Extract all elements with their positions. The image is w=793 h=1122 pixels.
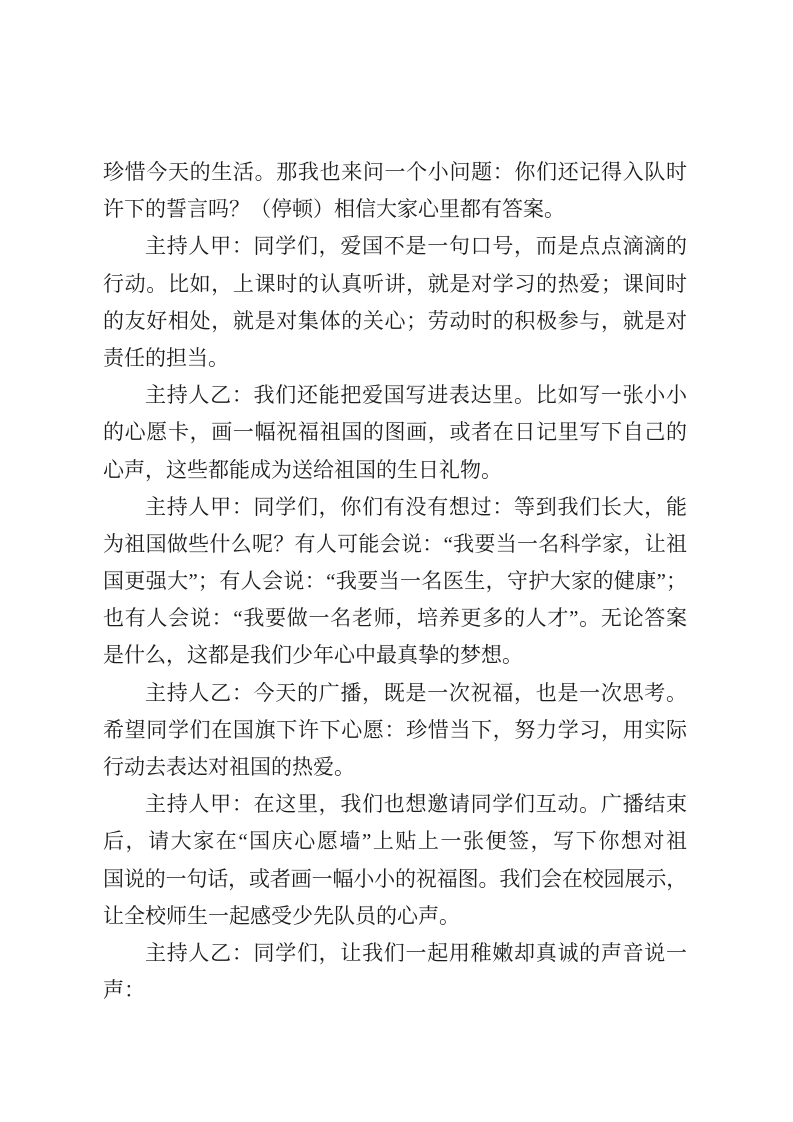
text-line: 主持人乙：我们还能把爱国写进表达里。比如写一张小小 — [145, 383, 687, 408]
text-line: 主持人乙：今天的广播，既是一次祝福，也是一次思考。 — [145, 680, 687, 705]
document-text — [103, 154, 687, 1009]
text-line: 国更强大”；有人会说：“我要当一名医生，守护大家的健康”； — [103, 569, 687, 594]
text-line: 为祖国做些什么呢？有人可能会说：“我要当一名科学家，让祖 — [103, 531, 687, 556]
paragraph — [103, 675, 687, 787]
text-line: 珍惜今天的生活。那我也来问一个小问题：你们还记得入队时 — [103, 160, 687, 184]
text-line: 责任的担当。 — [103, 345, 229, 370]
text-line: 主持人甲：在这里，我们也想邀请同学们互动。广播结束 — [145, 792, 687, 817]
text-line: 后，请大家在“国庆心愿墙”上贴上一张便签，写下你想对祖 — [103, 829, 687, 854]
paragraph — [103, 228, 687, 377]
text-line: 行动。比如，上课时的认真听讲，就是对学习的热爱；课间时 — [103, 271, 687, 296]
text-line: 希望同学们在国旗下许下心愿：珍惜当下，努力学习，用实际 — [103, 717, 687, 742]
text-line: 主持人乙：同学们，让我们一起用稚嫩却真诚的声音说一 — [145, 940, 687, 965]
text-line: 也有人会说：“我要做一名老师，培养更多的人才”。无论答案 — [103, 606, 687, 631]
text-line: 声： — [103, 978, 145, 1003]
text-line: 让全校师生一起感受少先队员的心声。 — [103, 903, 460, 928]
text-line: 的心愿卡，画一幅祝福祖国的图画，或者在日记里写下自己的 — [103, 420, 687, 445]
text-line: 主持人甲：同学们，爱国不是一句口号，而是点点滴滴的 — [145, 234, 687, 259]
paragraph — [103, 154, 687, 228]
text-line: 国说的一句话，或者画一幅小小的祝福图。我们会在校园展示， — [103, 866, 687, 891]
paragraph — [103, 377, 687, 489]
text-line: 行动去表达对祖国的热爱。 — [103, 755, 355, 779]
paragraph — [103, 489, 687, 675]
text-line: 是什么，这都是我们少年心中最真挚的梦想。 — [103, 643, 523, 668]
paragraph — [103, 935, 687, 1009]
text-line: 的友好相处，就是对集体的关心；劳动时的积极参与，就是对 — [103, 308, 687, 333]
paragraph — [103, 786, 687, 935]
text-line: 主持人甲：同学们，你们有没有想过：等到我们长大，能 — [145, 494, 687, 519]
text-line: 心声，这些都能成为送给祖国的生日礼物。 — [103, 457, 502, 482]
text-line: 许下的誓言吗？（停顿）相信大家心里都有答案。 — [103, 197, 565, 222]
